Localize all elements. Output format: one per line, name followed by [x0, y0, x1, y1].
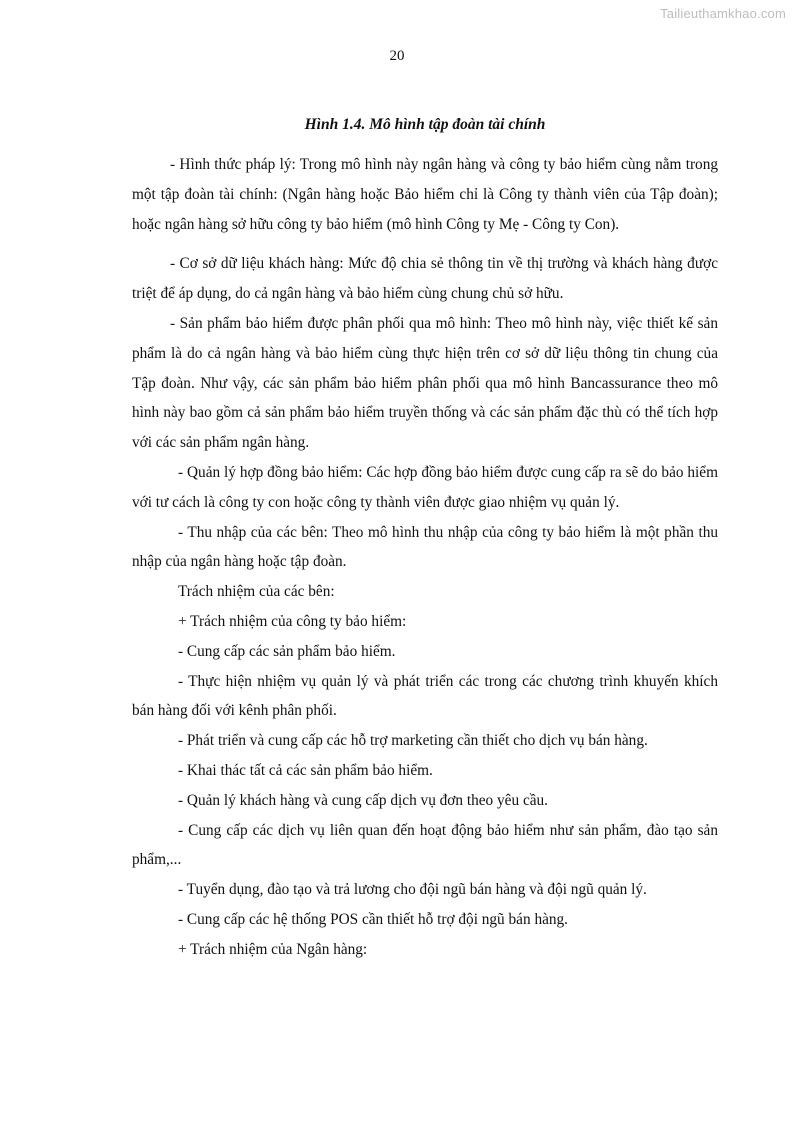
- document-body: [132, 150, 718, 965]
- list-item: - Quản lý khách hàng và cung cấp dịch vụ đơn theo yêu cầu.: [178, 791, 548, 809]
- page-number: 20: [389, 48, 405, 64]
- watermark: Tailieuthamkhao.com: [660, 6, 786, 21]
- list-item: - Khai thác tất cả các sản phẩm bảo hiểm.: [178, 761, 433, 779]
- figure-caption: Hình 1.4. Mô hình tập đoàn tài chính: [304, 116, 546, 133]
- insurer-responsibilities-heading: + Trách nhiệm của công ty bảo hiểm:: [178, 612, 407, 630]
- paragraph-customer-database: - Cơ sở dữ liệu khách hàng: Mức độ chia sẻ thông tin về thị trường và khách hàng được triệt để áp dụng, do cả ngân hàng và bảo hiểm cùng chung chủ sở hữu.: [132, 255, 718, 303]
- responsibilities-heading: Trách nhiệm của các bên:: [178, 583, 335, 601]
- paragraph-income: - Thu nhập của các bên: Theo mô hình thu nhập của công ty bảo hiểm là một phần thu nhập của ngân hàng hoặc tập đoàn.: [132, 523, 718, 571]
- paragraph-contract-management: - Quản lý hợp đồng bảo hiểm: Các hợp đồng bảo hiểm được cung cấp ra sẽ do bảo hiểm với tư cách là công ty con hoặc công ty thành viên được giao nhiệm vụ quản lý.: [132, 463, 718, 511]
- list-item: - Thực hiện nhiệm vụ quản lý và phát triển các trong các chương trình khuyến khích bán hàng đối với kênh phân phối.: [132, 672, 718, 720]
- list-item: - Phát triển và cung cấp các hỗ trợ marketing cần thiết cho dịch vụ bán hàng.: [178, 732, 648, 750]
- list-item: - Cung cấp các hệ thống POS cần thiết hỗ trợ đội ngũ bán hàng.: [178, 910, 569, 928]
- list-item: - Cung cấp các sản phẩm bảo hiểm.: [178, 642, 396, 660]
- bank-responsibilities-heading: + Trách nhiệm của Ngân hàng:: [178, 940, 368, 958]
- paragraph-legal-form: - Hình thức pháp lý: Trong mô hình này ngân hàng và công ty bảo hiểm cùng nằm trong một tập đoàn tài chính: (Ngân hàng hoặc Bảo hiểm chỉ là Công ty thành viên của Tập đoàn); hoặc ngân hàng sở hữu công ty bảo hiểm (mô hình Công ty Mẹ - Công ty Con).: [132, 156, 718, 233]
- list-item: - Tuyển dụng, đào tạo và trả lương cho đội ngũ bán hàng và đội ngũ quản lý.: [178, 881, 647, 899]
- list-item: - Cung cấp các dịch vụ liên quan đến hoạt động bảo hiểm như sản phẩm, đào tạo sản phẩm,...: [132, 821, 718, 869]
- paragraph-insurance-products: - Sản phẩm bảo hiểm được phân phối qua mô hình: Theo mô hình này, việc thiết kế sản phẩm là do cả ngân hàng và bảo hiểm cùng thực hiện trên cơ sở dữ liệu thông tin chung của Tập đoàn. Như vậy, các sản phẩm bảo hiểm phân phối qua mô hình Bancassurance theo mô hình này bao gồm cả sản phẩm bảo hiểm truyền thống và các sản phẩm đặc thù có thể tích hợp với các sản phẩm ngân hàng.: [132, 314, 718, 452]
